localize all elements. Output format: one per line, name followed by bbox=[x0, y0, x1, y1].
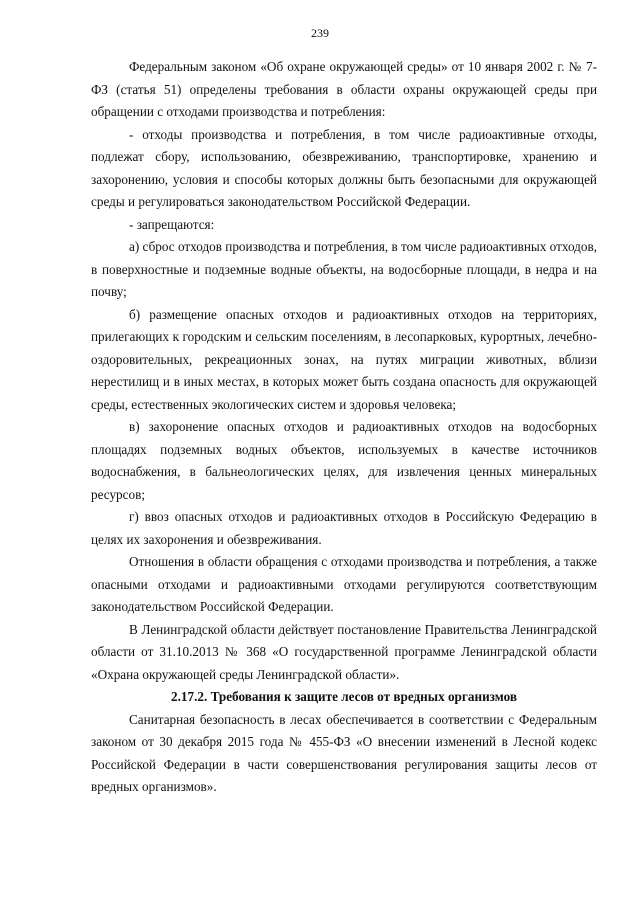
paragraph-waste-law-intro: Федеральным законом «Об охране окружающей среды» от 10 января 2002 г. № 7-ФЗ (статья 51) определены требования в области охраны окружающей среды при обращении с отходами производства и потребления: bbox=[91, 59, 597, 119]
paragraph-sanitary-safety: Санитарная безопасность в лесах обеспечивается в соответствии с Федеральным законом от 30 декабря 2015 года № 455-ФЗ «О внесении изменений в Лесной кодекс Российской Федерации в части совершенствования регулирования защиты лесов от вредных организмов». bbox=[91, 711, 597, 794]
paragraph-item-b: б) размещение опасных отходов и радиоактивных отходов на территориях, прилегающих к городским и сельским поселениям, в лесопарковых, курортных, лечебно-оздоровительных, рекреационных зонах, на путях миграции животных, вблизи нерестилищ и в иных местах, в которых может быть создана опасность для окружающей среды, естественных экологических систем и здоровья человека; bbox=[91, 306, 597, 412]
document-body bbox=[91, 56, 597, 799]
paragraph-item-a: а) сброс отходов производства и потребления, в том числе радиоактивных отходов, в поверхностные и подземные водные объекты, на водосборные площади, в недра и на почву; bbox=[91, 239, 597, 299]
paragraph-waste-collection: - отходы производства и потребления, в том числе радиоактивные отходы, подлежат сбору, использованию, обезвреживанию, транспортировке, хранению и захоронению, условия и способы которых должны быть безопасными для окружающей среды и регулироваться законодательством Российской Федерации. bbox=[91, 126, 597, 209]
paragraph-leningrad-program: В Ленинградской области действует постановление Правительства Ленинградской области от 31.10.2013 № 368 «О государственной программе Ленинградской области «Охрана окружающей среды Ленинградской области». bbox=[91, 621, 597, 682]
paragraph-item-v: в) захоронение опасных отходов и радиоактивных отходов на водосборных площадях подземных водных объектов, используемых в качестве источников водоснабжения, в бальнеологических целях, для извлечения ценных минеральных ресурсов; bbox=[91, 419, 597, 502]
paragraph-waste-relations: Отношения в области обращения с отходами производства и потребления, а также опасными отходами и радиоактивными отходами регулируются соответствующим законодательством Российской Федерации. bbox=[91, 554, 597, 614]
paragraph-prohibited: - запрещаются: bbox=[129, 216, 215, 232]
paragraph-item-g: г) ввоз опасных отходов и радиоактивных отходов в Российскую Федерацию в целях их захоронения и обезвреживания. bbox=[91, 509, 597, 547]
page-number: 239 bbox=[311, 26, 329, 40]
section-heading: 2.17.2. Требования к защите лесов от вредных организмов bbox=[171, 689, 517, 704]
